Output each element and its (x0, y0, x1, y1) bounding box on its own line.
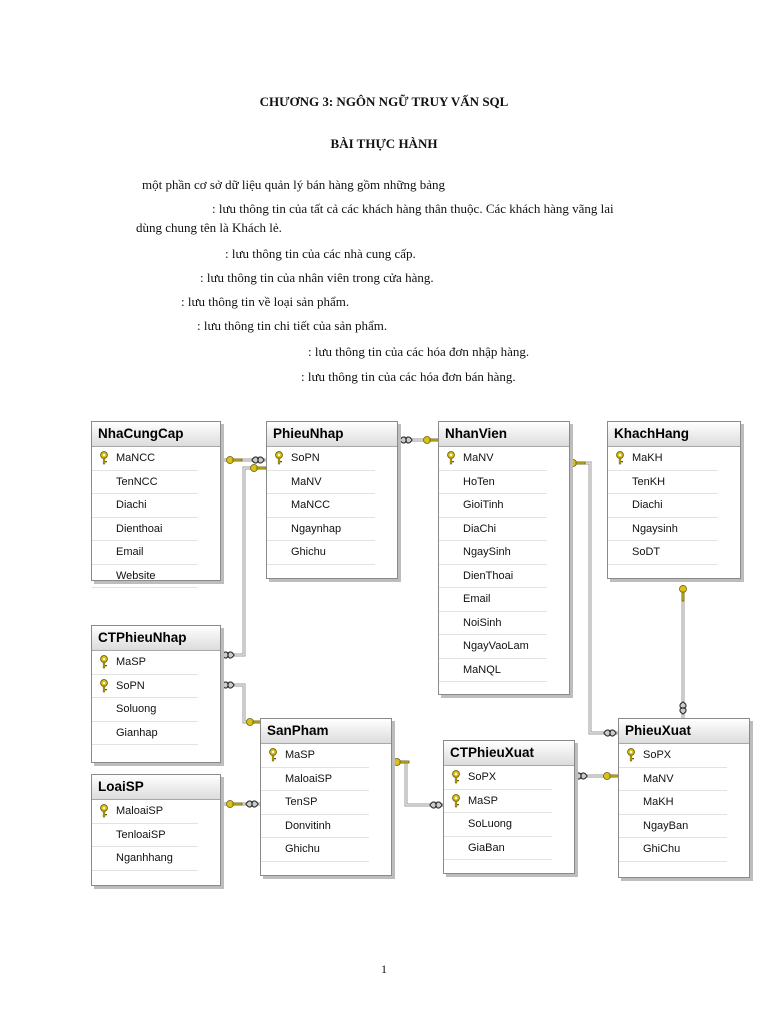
column-row[interactable] (267, 494, 375, 518)
table-phieuxuat[interactable] (618, 718, 750, 878)
column-name: NgayVaoLam (463, 640, 529, 652)
table-title: PhieuNhap (267, 422, 397, 447)
column-row[interactable] (608, 541, 718, 565)
column-row[interactable] (444, 790, 552, 814)
column-name: Ghichu (285, 843, 320, 855)
primary-key-icon (267, 748, 279, 762)
column-name: Email (463, 593, 491, 605)
column-name: NgaySinh (463, 546, 511, 558)
primary-key-icon (273, 451, 285, 465)
primary-key-icon (450, 794, 462, 808)
table-loaisp[interactable] (91, 774, 221, 886)
column-name: SoDT (632, 546, 661, 558)
column-name: Website (116, 569, 156, 582)
column-row[interactable] (92, 471, 198, 495)
primary-key-icon (98, 451, 110, 465)
column-name: Ngaynhap (291, 522, 342, 535)
column-row[interactable] (92, 494, 198, 518)
table-phieunhap[interactable] (266, 421, 398, 579)
primary-key-icon (450, 770, 462, 784)
column-row[interactable] (444, 837, 552, 861)
column-name: MaloaiSP (285, 772, 333, 785)
column-row[interactable] (619, 815, 727, 839)
column-row[interactable] (444, 766, 552, 790)
column-name: MaSP (285, 749, 315, 761)
column-row[interactable] (608, 518, 718, 542)
column-name: DienThoai (463, 569, 514, 582)
desc-nhacungcap: : lưu thông tin của các nhà cung cấp. (225, 246, 416, 261)
column-row[interactable] (261, 768, 369, 792)
column-name: MaSP (468, 794, 498, 807)
column-name: TenKH (632, 475, 666, 488)
column-row[interactable] (439, 588, 547, 612)
column-name: NgayBan (643, 819, 689, 832)
primary-key-icon (614, 451, 626, 465)
column-name: MaSP (116, 656, 146, 668)
column-name: TenSP (285, 796, 318, 808)
column-row[interactable] (439, 447, 547, 471)
column-name: HoTen (463, 475, 495, 488)
column-row[interactable] (439, 565, 547, 589)
table-title: SanPham (261, 719, 391, 744)
column-row[interactable] (267, 518, 375, 542)
table-ctphieunhap[interactable] (91, 625, 221, 763)
desc-loaisp: : lưu thông tin về loại sản phẩm. (181, 294, 350, 309)
column-name: DiaChi (463, 522, 497, 535)
table-title: LoaiSP (92, 775, 220, 800)
column-name: Email (116, 546, 144, 558)
table-title: CTPhieuNhap (92, 626, 220, 651)
column-name: MaNV (291, 475, 322, 488)
column-name: MaKH (643, 796, 674, 808)
primary-key-icon (98, 804, 110, 818)
column-row[interactable] (92, 824, 198, 848)
column-name: SoPX (643, 749, 672, 761)
desc-sanpham: : lưu thông tin chi tiết của sản phẩm. (197, 318, 388, 333)
column-row[interactable] (92, 541, 198, 565)
column-name: Ngaysinh (632, 522, 678, 535)
column-row[interactable] (439, 612, 547, 636)
column-name: SoPN (291, 452, 320, 464)
desc-phieuxuat: : lưu thông tin của các hóa đơn bán hàng. (301, 369, 516, 384)
rel-phieunhap-ctphieunhap (220, 468, 266, 655)
column-row[interactable] (92, 675, 198, 699)
column-name: Nganhhang (116, 852, 173, 864)
intro-line: một phần cơ sở dữ liệu quản lý bán hàng gồm những bảng (142, 177, 445, 192)
column-row[interactable] (439, 494, 547, 518)
column-name: SoLuong (468, 818, 513, 830)
column-row[interactable] (92, 518, 198, 542)
column-name: NoiSinh (463, 616, 502, 629)
rel-sanpham-ctphieuxuat (390, 762, 444, 805)
column-row[interactable] (608, 447, 718, 471)
column-name: MaloaiSP (116, 805, 164, 817)
column-name: MaKH (632, 452, 663, 464)
table-sanpham[interactable] (260, 718, 392, 876)
table-title: KhachHang (608, 422, 740, 447)
column-row[interactable] (619, 838, 727, 862)
desc-nhanvien: : lưu thông tin của nhân viên trong cửa hàng. (200, 270, 434, 285)
column-row[interactable] (439, 659, 547, 683)
column-name: Dienthoai (116, 522, 163, 535)
column-name: TenloaiSP (116, 828, 166, 841)
section-title: BÀI THỰC HÀNH (330, 136, 438, 151)
column-row[interactable] (92, 847, 198, 871)
column-name: MaNV (463, 452, 494, 464)
column-row[interactable] (608, 494, 718, 518)
column-name: Gianhap (116, 726, 158, 739)
desc-phieunhap: : lưu thông tin của các hóa đơn nhập hàng. (308, 344, 530, 359)
column-row[interactable] (439, 541, 547, 565)
column-name: MaNCC (291, 499, 331, 511)
column-name: SoPX (468, 771, 497, 783)
column-row[interactable] (261, 791, 369, 815)
column-name: GiaBan (468, 841, 505, 854)
column-name: SoPN (116, 679, 145, 692)
column-row[interactable] (619, 791, 727, 815)
column-name: MaNQL (463, 663, 501, 676)
column-row[interactable] (619, 768, 727, 792)
column-row[interactable] (92, 651, 198, 675)
column-row[interactable] (92, 800, 198, 824)
table-title: CTPhieuXuat (444, 741, 574, 766)
table-ctphieuxuat[interactable] (443, 740, 575, 874)
column-name: Ghichu (291, 546, 326, 558)
table-nhanvien[interactable] (438, 421, 570, 695)
table-khachhang[interactable] (607, 421, 741, 579)
desc-khachhang: : lưu thông tin của tất cả các khách hàng thân thuộc. Các khách hàng vãng lai (212, 201, 614, 216)
column-name: Diachi (116, 499, 147, 511)
table-nhacungcap[interactable] (91, 421, 221, 581)
rel-sanpham-ctphieunhap (220, 685, 262, 722)
primary-key-icon (625, 748, 637, 762)
table-title: NhaCungCap (92, 422, 220, 447)
column-row[interactable] (608, 471, 718, 495)
column-row[interactable] (444, 813, 552, 837)
column-row[interactable] (267, 447, 375, 471)
column-row[interactable] (92, 447, 198, 471)
column-name: Diachi (632, 499, 663, 511)
table-title: PhieuXuat (619, 719, 749, 744)
desc-khachhang-cont: dùng chung tên là Khách lẻ. (136, 220, 282, 235)
column-name: MaNCC (116, 452, 156, 464)
primary-key-icon (98, 679, 110, 693)
column-name: Donvitinh (285, 819, 331, 832)
column-row[interactable] (439, 471, 547, 495)
column-row[interactable] (92, 565, 198, 589)
column-name: TenNCC (116, 475, 158, 488)
column-name: GioiTinh (463, 499, 504, 511)
column-name: MaNV (643, 772, 674, 785)
column-row[interactable] (619, 744, 727, 768)
page-number: 1 (381, 962, 387, 976)
chapter-title: CHƯƠNG 3: NGÔN NGỮ TRUY VẤN SQL (259, 94, 509, 109)
column-row[interactable] (261, 815, 369, 839)
column-row[interactable] (261, 838, 369, 862)
primary-key-icon (98, 655, 110, 669)
column-row[interactable] (439, 635, 547, 659)
table-title: NhanVien (439, 422, 569, 447)
primary-key-icon (445, 451, 457, 465)
column-row[interactable] (92, 698, 198, 722)
column-row[interactable] (261, 744, 369, 768)
column-name: Soluong (116, 703, 157, 715)
column-row[interactable] (92, 722, 198, 746)
column-row[interactable] (267, 541, 375, 565)
column-row[interactable] (267, 471, 375, 495)
column-row[interactable] (439, 518, 547, 542)
column-name: GhiChu (643, 843, 681, 855)
